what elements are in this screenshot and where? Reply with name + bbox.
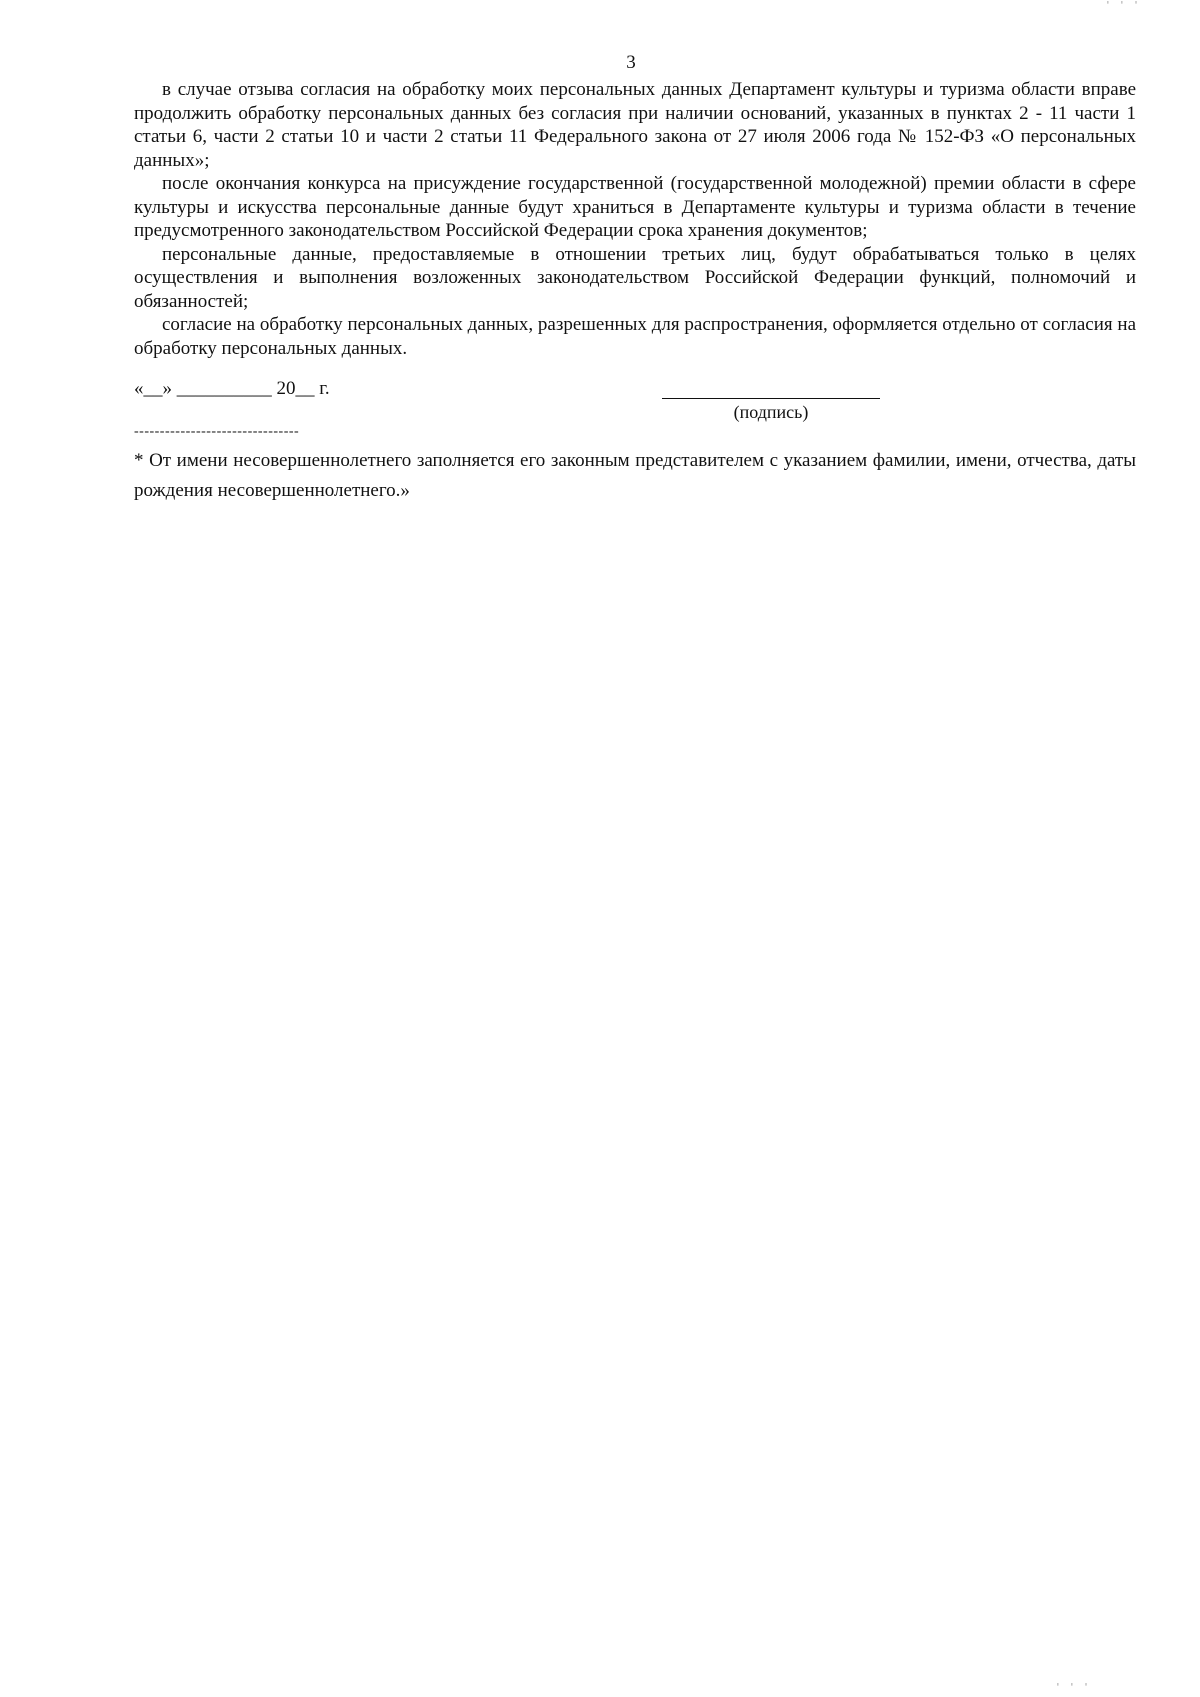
footnote-separator: --------------------------------	[134, 424, 300, 439]
consent-text	[134, 78, 1136, 360]
signature-caption: (подпись)	[733, 402, 809, 422]
signature-line	[662, 398, 880, 399]
paragraph-consent-withdrawal: в случае отзыва согласия на обработку моих персональных данных Департамент культуры и туризма области вправе продолжить обработку персональных данных без согласия при наличии оснований, указанных в пунктах 2 - 11 части 1 статьи 6, части 2 статьи 10 и части 2 статьи 11 Федерального закона от 27 июля 2006 года № 152-ФЗ «О персональных данных»;	[134, 79, 1136, 171]
paragraph-data-storage: после окончания конкурса на присуждение государственной (государственной молодежной) премии области в сфере культуры и искусства персональные данные будут храниться в Департаменте культуры и туризма области в течение предусмотренного законодательством Российской Федерации срока хранения документов;	[134, 173, 1136, 241]
scan-mark-bottom: ' ' '	[1054, 1682, 1090, 1693]
page-number: 3	[626, 52, 636, 73]
date-field: «__» __________ 20__ г.	[134, 378, 330, 399]
paragraph-third-parties: персональные данные, предоставляемые в отношении третьих лиц, будут обрабатываться только в целях осуществления и выполнения возложенных законодательством Российской Федерации функций, полномочий и обязанностей;	[134, 243, 1136, 312]
footnote: * От имени несовершеннолетнего заполняется его законным представителем с указанием фамилии, имени, отчества, даты рождения несовершеннолетнего.»	[134, 450, 1136, 501]
paragraph-distribution-consent: согласие на обработку персональных данных, разрешенных для распространения, оформляется отдельно от согласия на обработку персональных данных.	[134, 314, 1136, 359]
scan-mark-top: ' ' '	[1104, 0, 1140, 11]
